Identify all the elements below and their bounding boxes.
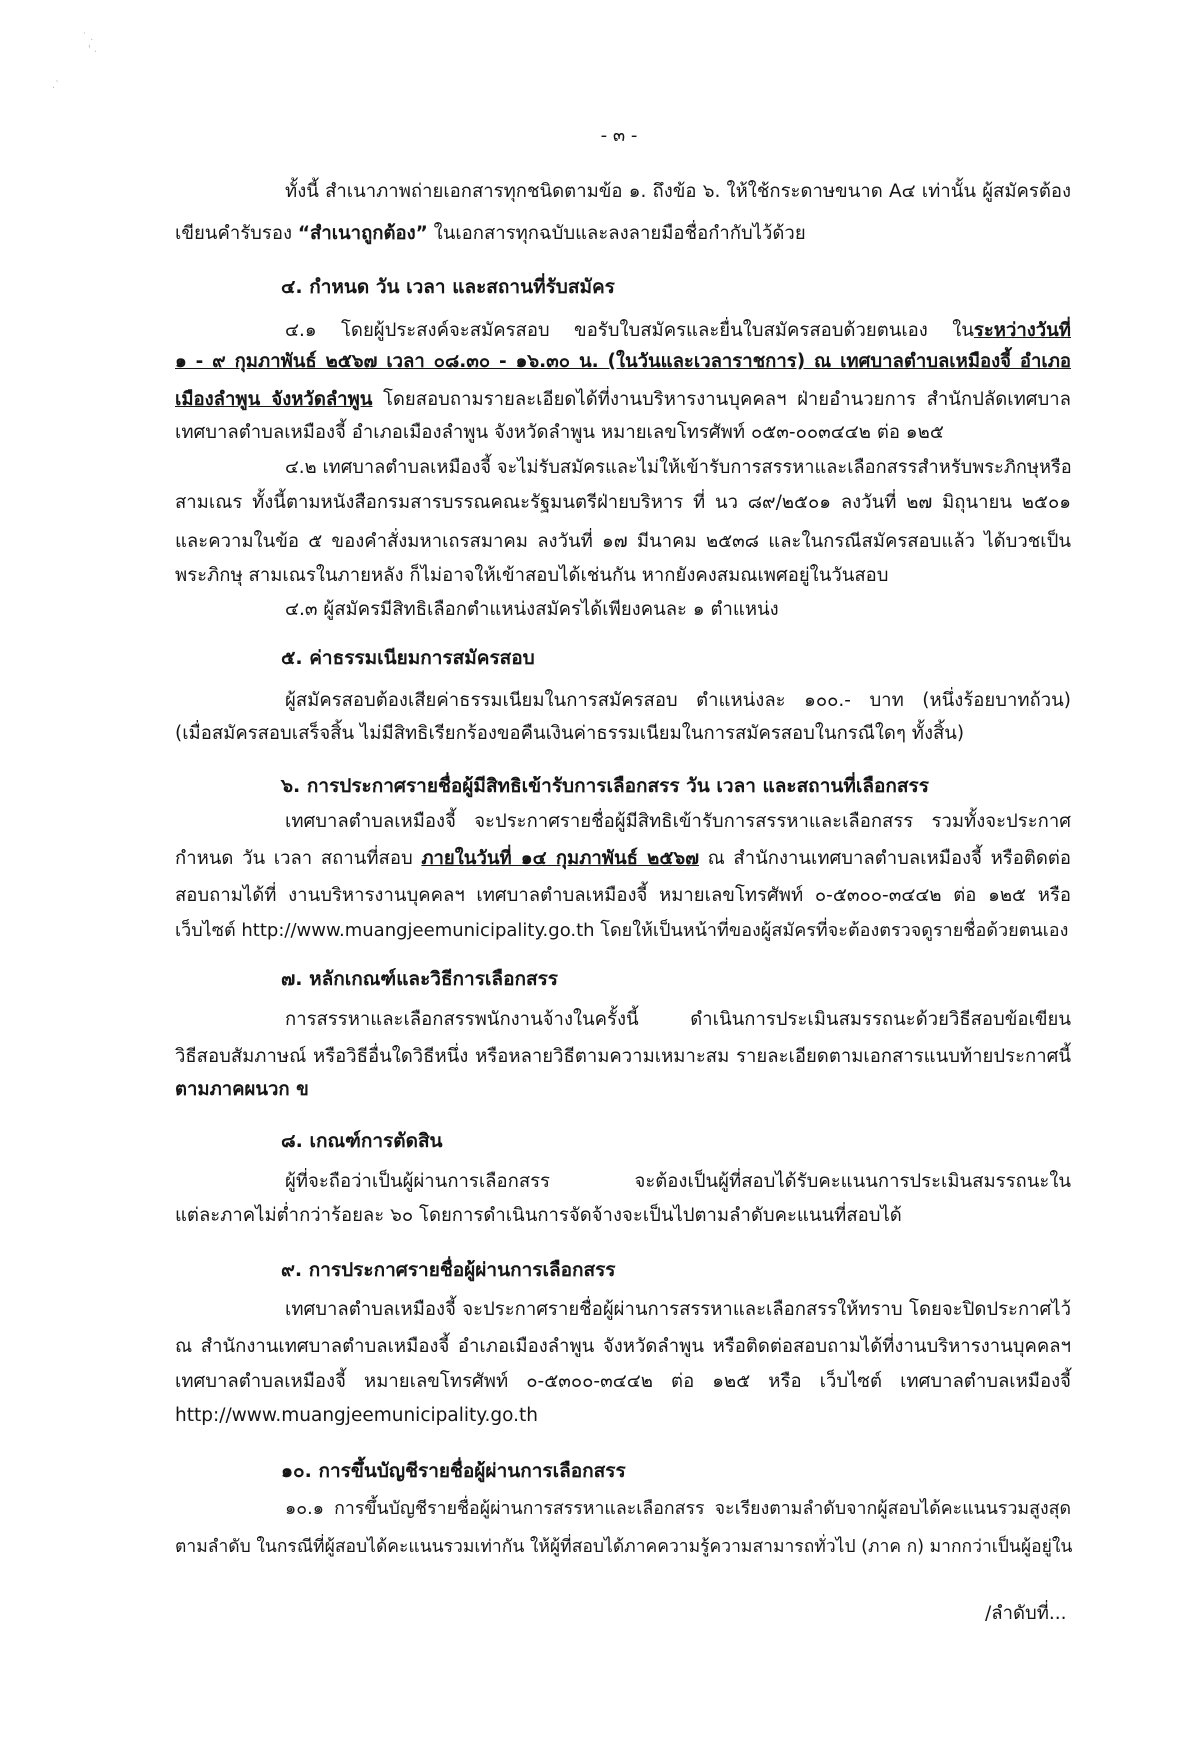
para-line: ทั้งนี้ สำเนาภาพถ่ายเอกสารทุกชนิดตามข้อ ๑. ถึงข้อ ๖. ให้ใช้กระดาษขนาด A๔ เท่านั้น ผู้สมัครต้อง: [285, 181, 1071, 202]
para-line: ตามลำดับ ในกรณีที่ผู้สอบได้คะแนนรวมเท่ากัน ให้ผู้ที่สอบได้ภาคความรู้ความสามารถทั่วไป (ภาค ก) มากกว่าเป็นผู้อยู่ใน: [175, 1537, 1073, 1557]
section-9-heading: ๙. การประกาศรายชื่อผู้ผ่านการเลือกสรร: [281, 1259, 616, 1281]
bold-text: “สำเนาถูกต้อง”: [297, 223, 428, 244]
para-line: แต่ละภาคไม่ต่ำกว่าร้อยละ ๖๐ โดยการดำเนินการจัดจ้างจะเป็นไปตามลำดับคะแนนที่สอบได้: [175, 1205, 902, 1226]
para-line: เว็บไซต์ http://www.muangjeemunicipality.go.th โดยให้เป็นหน้าที่ของผู้สมัครที่จะต้องตรวจดูรายชื่อด้วยตนเอง: [175, 920, 1069, 941]
para-line: [175, 349, 1071, 375]
underlined-text: ระหว่างวันที่: [973, 320, 1071, 341]
para-line: ผู้สมัครสอบต้องเสียค่าธรรมเนียมในการสมัครสอบ ตำแหน่งละ ๑๐๐.- บาท (หนึ่งร้อยบาทถ้วน): [285, 690, 1071, 711]
underlined-text: เมืองลำพูน จังหวัดลำพูน: [175, 389, 373, 410]
para-line: http://www.muangjeemunicipality.go.th: [175, 1405, 539, 1426]
text-run: ณ สำนักงานเทศบาลตำบลเหมืองจี้ หรือติดต่อ: [698, 848, 1071, 869]
para-line: สามเณร ทั้งนี้ตามหนังสือกรมสารบรรณคณะรัฐมนตรีฝ่ายบริหาร ที่ นว ๘๙/๒๕๐๑ ลงวันที่ ๒๗ มิถุนายน ๒๕๐๑: [175, 492, 1071, 513]
section-5-heading: ๕. ค่าธรรมเนียมการสมัครสอบ: [281, 647, 535, 669]
para-line: (เมื่อสมัครสอบเสร็จสิ้น ไม่มีสิทธิเรียกร้องขอคืนเงินค่าธรรมเนียมในการสมัครสอบในกรณีใดๆ ทั้งสิ้น): [175, 723, 965, 744]
continuation-note: /ลำดับที่...: [985, 1603, 1067, 1624]
para-line: [285, 318, 1071, 344]
para-line: ผู้ที่จะถือว่าเป็นผู้ผ่านการเลือกสรร จะต้องเป็นผู้ที่สอบได้รับคะแนนการประเมินสมรรถนะใน: [285, 1171, 1071, 1192]
para-line: และความในข้อ ๕ ของคำสั่งมหาเถรสมาคม ลงวันที่ ๑๗ มีนาคม ๒๕๓๘ และในกรณีสมัครสอบแล้ว ได้บวชเป็น: [175, 531, 1071, 552]
text-run: ในเอกสารทุกฉบับและลงลายมือชื่อกำกับไว้ด้วย: [427, 223, 806, 244]
section-6-heading: ๖. การประกาศรายชื่อผู้มีสิทธิเข้ารับการเลือกสรร วัน เวลา และสถานที่เลือกสรร: [281, 775, 929, 797]
text-run: กำหนด วัน เวลา สถานที่สอบ: [175, 848, 422, 869]
para-line: ตามภาคผนวก ข: [175, 1079, 309, 1100]
text-run: เขียนคำรับรอง: [175, 223, 298, 244]
para-line: พระภิกษุ สามเณรในภายหลัง ก็ไม่อาจให้เข้าสอบได้เช่นกัน หากยังคงสมณเพศอยู่ในวันสอบ: [175, 565, 889, 586]
page-number: - ๓ -: [600, 125, 638, 146]
para-line: ๑๐.๑ การขึ้นบัญชีรายชื่อผู้ผ่านการสรรหาและเลือกสรร จะเรียงตามลำดับจากผู้สอบได้คะแนนรวมสูงสุด: [285, 1499, 1071, 1519]
para-line: วิธีสอบสัมภาษณ์ หรือวิธีอื่นใดวิธีหนึ่ง หรือหลายวิธีตามความเหมาะสม รายละเอียดตามเอกสารแนบท้ายประกาศนี้: [175, 1046, 1071, 1067]
para-line: เทศบาลตำบลเหมืองจี้ จะประกาศรายชื่อผู้มีสิทธิเข้ารับการสรรหาและเลือกสรร รวมทั้งจะประกาศ: [285, 811, 1071, 832]
para-line: เทศบาลตำบลเหมืองจี้ อำเภอเมืองลำพูน จังหวัดลำพูน หมายเลขโทรศัพท์ ๐๕๓-๐๐๓๔๔๒ ต่อ ๑๒๕: [175, 422, 944, 443]
section-10-heading: ๑๐. การขึ้นบัญชีรายชื่อผู้ผ่านการเลือกสรร: [281, 1460, 626, 1482]
para-line: [175, 387, 1071, 413]
para-line: ๔.๒ เทศบาลตำบลเหมืองจี้ จะไม่รับสมัครและไม่ให้เข้ารับการสรรหาและเลือกสรรสำหรับพระภิกษุหรือ: [285, 457, 1072, 478]
para-line: สอบถามได้ที่ งานบริหารงานบุคคลฯ เทศบาลตำบลเหมืองจี้ หมายเลขโทรศัพท์ ๐-๕๓๐๐-๓๔๔๒ ต่อ ๑๒๕ หรือ: [175, 885, 1071, 906]
underlined-text: ภายในวันที่ ๑๔ กุมภาพันธ์ ๒๕๖๗: [421, 848, 699, 869]
scan-specks: ˙ . ' . .`: [52, 32, 98, 91]
para-line: ณ สำนักงานเทศบาลตำบลเหมืองจี้ อำเภอเมืองลำพูน จังหวัดลำพูน หรือติดต่อสอบถามได้ที่งานบริหารงานบุคคลฯ: [175, 1336, 1071, 1357]
para-line: เทศบาลตำบลเหมืองจี้ หมายเลขโทรศัพท์ ๐-๕๓๐๐-๓๔๔๒ ต่อ ๑๒๕ หรือ เว็บไซต์ เทศบาลตำบลเหมืองจี้: [175, 1371, 1071, 1392]
para-line: การสรรหาและเลือกสรรพนักงานจ้างในครั้งนี้ ดำเนินการประเมินสมรรถนะด้วยวิธีสอบข้อเขียน: [285, 1009, 1071, 1030]
para-line: เทศบาลตำบลเหมืองจี้ จะประกาศรายชื่อผู้ผ่านการสรรหาและเลือกสรรให้ทราบ โดยจะปิดประกาศไว้: [285, 1299, 1071, 1320]
section-8-heading: ๘. เกณฑ์การตัดสิน: [281, 1130, 443, 1152]
text-run: โดยสอบถามรายละเอียดได้ที่งานบริหารงานบุคคลฯ ฝ่ายอำนวยการ สำนักปลัดเทศบาล: [372, 389, 1071, 410]
para-line: ๔.๓ ผู้สมัครมีสิทธิเลือกตำแหน่งสมัครได้เพียงคนละ ๑ ตำแหน่ง: [285, 599, 779, 620]
para-line: [175, 221, 1071, 247]
underlined-text: ๑ - ๙ กุมภาพันธ์ ๒๕๖๗ เวลา ๐๘.๓๐ - ๑๖.๓๐ น. (ในวันและเวลาราชการ) ณ เทศบาลตำบลเหมืองจี้ อำเภอ: [175, 351, 1071, 372]
section-4-heading: ๔. กำหนด วัน เวลา และสถานที่รับสมัคร: [281, 276, 615, 298]
text-run: ๔.๑ โดยผู้ประสงค์จะสมัครสอบ ขอรับใบสมัครและยื่นใบสมัครสอบด้วยตนเอง ใน: [285, 320, 974, 341]
para-line: [175, 846, 1071, 872]
section-7-heading: ๗. หลักเกณฑ์และวิธีการเลือกสรร: [281, 968, 558, 990]
